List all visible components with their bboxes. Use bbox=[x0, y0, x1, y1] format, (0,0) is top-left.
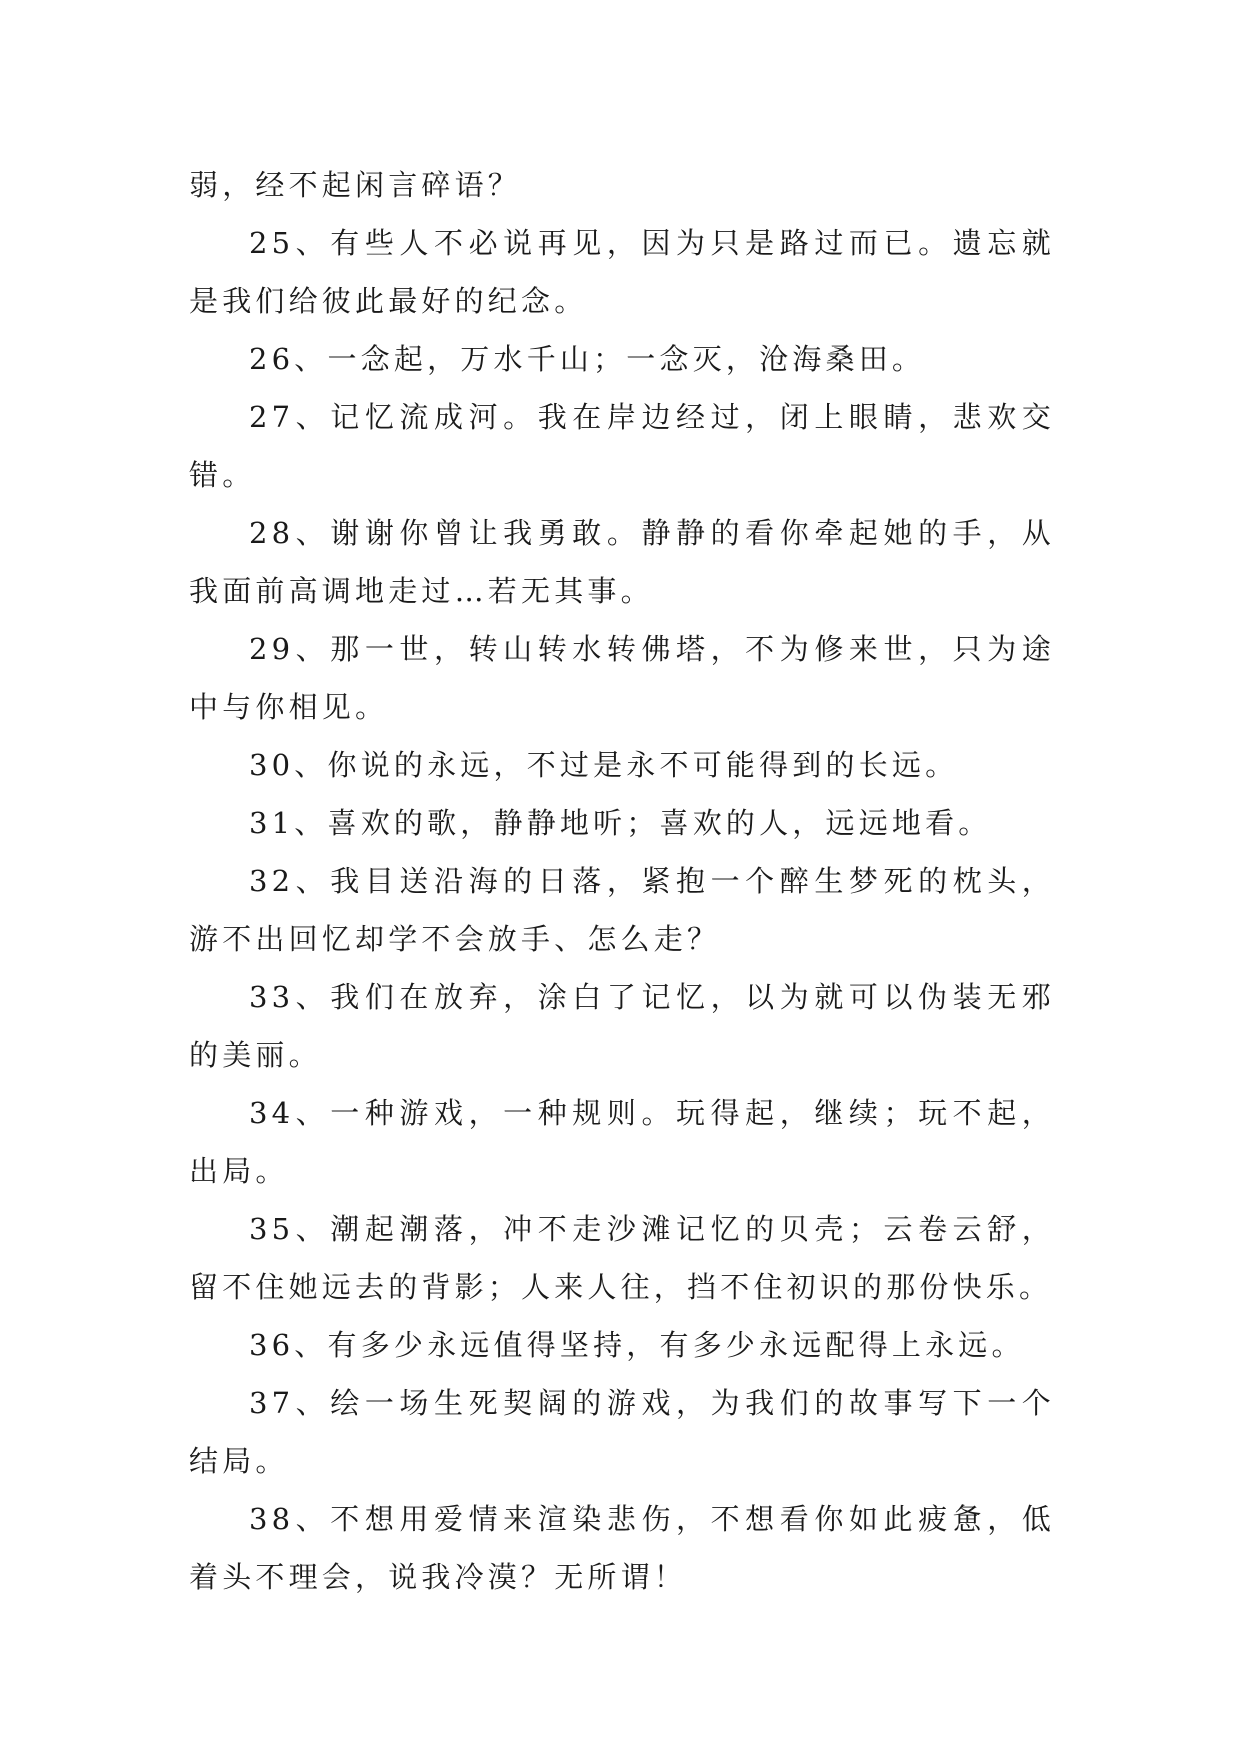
paragraph-continuation: 弱，经不起闲言碎语？ bbox=[189, 168, 522, 202]
paragraph-30: 30、你说的永远，不过是永不可能得到的长远。 bbox=[249, 748, 959, 782]
paragraph-25: 25、有些人不必说再见，因为只是路过而已。遗忘就是我们给彼此最好的纪念。 bbox=[189, 226, 1055, 318]
paragraph-29: 29、那一世，转山转水转佛塔，不为修来世，只为途中与你相见。 bbox=[189, 632, 1055, 724]
text-body bbox=[189, 156, 1055, 1606]
paragraph-34: 34、一种游戏，一种规则。玩得起，继续；玩不起，出局。 bbox=[189, 1096, 1055, 1188]
paragraph-31: 31、喜欢的歌，静静地听；喜欢的人，远远地看。 bbox=[249, 806, 992, 840]
paragraph-36: 36、有多少永远值得坚持，有多少永远配得上永远。 bbox=[249, 1328, 1025, 1362]
paragraph-26: 26、一念起，万水千山；一念灭，沧海桑田。 bbox=[249, 342, 926, 376]
paragraph-32: 32、我目送沿海的日落，紧抱一个醉生梦死的枕头，游不出回忆却学不会放手、怎么走？ bbox=[189, 864, 1055, 956]
paragraph-37: 37、绘一场生死契阔的游戏，为我们的故事写下一个结局。 bbox=[189, 1386, 1055, 1478]
paragraph-35: 35、潮起潮落，冲不走沙滩记忆的贝壳；云卷云舒，留不住她远去的背影；人来人往，挡不住初识的那份快乐。 bbox=[189, 1212, 1055, 1304]
paragraph-38: 38、不想用爱情来渲染悲伤，不想看你如此疲惫，低着头不理会，说我冷漠？无所谓！ bbox=[189, 1502, 1055, 1594]
paragraph-27: 27、记忆流成河。我在岸边经过，闭上眼睛，悲欢交错。 bbox=[189, 400, 1055, 492]
paragraph-33: 33、我们在放弃，涂白了记忆，以为就可以伪装无邪的美丽。 bbox=[189, 980, 1055, 1072]
paragraph-28: 28、谢谢你曾让我勇敢。静静的看你牵起她的手，从我面前高调地走过…若无其事。 bbox=[189, 516, 1055, 608]
